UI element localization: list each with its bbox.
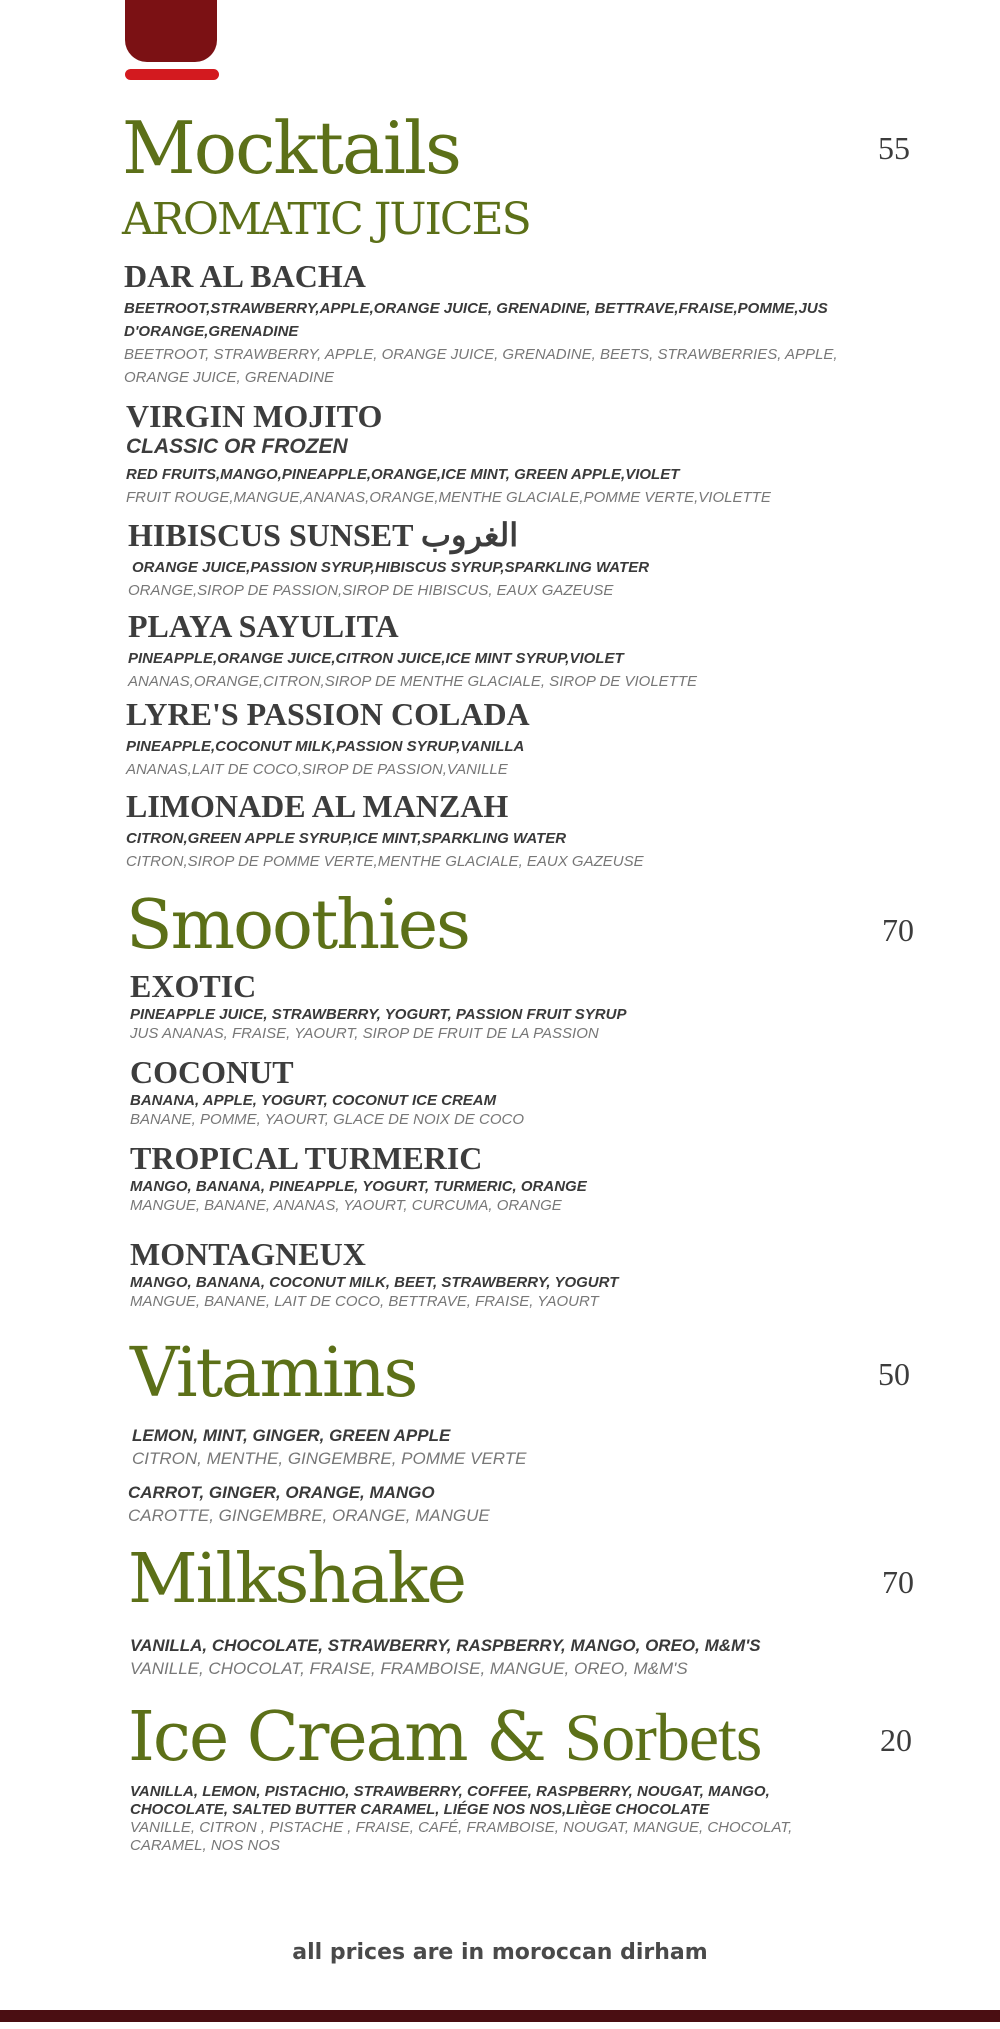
subheading-aromatic-juices: AROMATIC JUICES — [122, 194, 530, 245]
section-title-smoothies: Smoothies — [126, 886, 469, 965]
price-vitamins: 50 — [878, 1356, 910, 1392]
ingredients-en: PINEAPPLE JUICE, STRAWBERRY, YOGURT, PASSION FRUIT SYRUP — [130, 1006, 627, 1023]
item-name: EXOTIC — [130, 968, 257, 1004]
section-title-icecream-part1: Ice Cream & — [128, 1698, 545, 1777]
ingredients-en: PINEAPPLE,COCONUT MILK,PASSION SYRUP,VANILLA — [126, 738, 525, 755]
price-smoothies: 70 — [882, 912, 914, 948]
menu-item — [128, 516, 868, 602]
item-name: COCONUT — [130, 1054, 294, 1090]
ingredients-en: RED FRUITS,MANGO,PINEAPPLE,ORANGE,ICE MINT, GREEN APPLE,VIOLET — [126, 466, 680, 483]
ingredients-en: CARROT, GINGER, ORANGE, MANGO — [128, 1483, 435, 1502]
ingredients-fr: CAROTTE, GINGEMBRE, ORANGE, MANGUE — [128, 1506, 490, 1525]
price-icecream: 20 — [880, 1722, 912, 1758]
ingredients-fr: ANANAS,LAIT DE COCO,SIROP DE PASSION,VANILLE — [126, 761, 508, 778]
price-mocktails: 55 — [878, 130, 910, 166]
menu-item — [130, 1054, 870, 1129]
ingredients-fr: BANANE, POMME, YAOURT, GLACE DE NOIX DE COCO — [130, 1111, 524, 1128]
menu-item — [130, 1236, 870, 1311]
ingredients-en: PINEAPPLE,ORANGE JUICE,CITRON JUICE,ICE MINT SYRUP,VIOLET — [128, 650, 624, 667]
ingredients-fr: MANGUE, BANANE, ANANAS, YAOURT, CURCUMA, ORANGE — [130, 1197, 562, 1214]
ingredients-fr: ORANGE,SIROP DE PASSION,SIROP DE HIBISCUS, EAUX GAZEUSE — [128, 582, 614, 599]
ingredients-fr: ANANAS,ORANGE,CITRON,SIROP DE MENTHE GLACIALE, SIROP DE VIOLETTE — [128, 673, 697, 690]
section-title-milkshake: Milkshake — [128, 1540, 466, 1619]
item-name: VIRGIN MOJITO — [126, 398, 383, 434]
section-title-vitamins: Vitamins — [130, 1334, 417, 1413]
ingredients-en: CITRON,GREEN APPLE SYRUP,ICE MINT,SPARKLING WATER — [126, 830, 567, 847]
ingredients-fr: FRUIT ROUGE,MANGUE,ANANAS,ORANGE,MENTHE GLACIALE,POMME VERTE,VIOLETTE — [126, 489, 771, 506]
ingredients-en: VANILLA, CHOCOLATE, STRAWBERRY, RASPBERRY, MANGO, OREO, M&M'S — [130, 1636, 761, 1655]
price-milkshake: 70 — [882, 1564, 914, 1600]
ingredients-en: MANGO, BANANA, COCONUT MILK, BEET, STRAWBERRY, YOGURT — [130, 1274, 619, 1291]
menu-item — [126, 398, 866, 509]
ingredients-fr: MANGUE, BANANE, LAIT DE COCO, BETTRAVE, FRAISE, YAOURT — [130, 1293, 599, 1310]
ingredients-en: BEETROOT,STRAWBERRY,APPLE,ORANGE JUICE, GRENADINE, BETTRAVE,FRAISE,POMME,JUS D'ORANGE,GRENADINE — [124, 300, 828, 340]
ingredients-fr: CITRON, MENTHE, GINGEMBRE, POMME VERTE — [132, 1449, 527, 1468]
ingredients-fr: BEETROOT, STRAWBERRY, APPLE, ORANGE JUICE, GRENADINE, BEETS, STRAWBERRIES, APPLE, ORANGE JUICE, GRENADINE — [124, 346, 838, 386]
bottom-bar — [0, 2010, 1000, 2022]
ingredients-fr: JUS ANANAS, FRAISE, YAOURT, SIROP DE FRUIT DE LA PASSION — [130, 1025, 599, 1042]
menu-item — [124, 258, 864, 389]
item-name: HIBISCUS SUNSET الغروب — [128, 517, 519, 553]
item-subtitle: CLASSIC OR FROZEN — [126, 435, 348, 458]
menu-item — [126, 788, 866, 873]
vitamin-item — [132, 1424, 872, 1470]
menu-item — [130, 968, 870, 1043]
section-title-icecream — [128, 1698, 761, 1777]
section-title-sorbets: Sorbets — [564, 1699, 762, 1775]
vitamin-item — [128, 1481, 868, 1527]
currency-note: all prices are in moroccan dirham — [292, 1940, 708, 1965]
menu-item — [126, 696, 866, 781]
ingredients-fr: VANILLE, CHOCOLAT, FRAISE, FRAMBOISE, MANGUE, OREO, M&M'S — [130, 1659, 688, 1678]
ingredients-en: VANILLA, LEMON, PISTACHIO, STRAWBERRY, COFFEE, RASPBERRY, NOUGAT, MANGO, CHOCOLATE, SALTED BUTTER CARAMEL, LIÉGE NOS NOS,LIÈGE CHOCOLATE — [130, 1783, 770, 1818]
item-name: TROPICAL TURMERIC — [130, 1140, 483, 1176]
ingredients-fr: CITRON,SIROP DE POMME VERTE,MENTHE GLACIALE, EAUX GAZEUSE — [126, 853, 644, 870]
header-tab-underline — [125, 69, 219, 80]
ingredients-en: MANGO, BANANA, PINEAPPLE, YOGURT, TURMERIC, ORANGE — [130, 1178, 587, 1195]
menu-item — [130, 1140, 870, 1215]
menu-item — [128, 608, 868, 693]
icecream-flavors — [130, 1783, 810, 1855]
ingredients-en: LEMON, MINT, GINGER, GREEN APPLE — [132, 1426, 451, 1445]
item-name: MONTAGNEUX — [130, 1236, 366, 1272]
ingredients-fr: VANILLE, CITRON , PISTACHE , FRAISE, CAFÉ, FRAMBOISE, NOUGAT, MANGUE, CHOCOLAT, CARAMEL, NOS NOS — [130, 1819, 793, 1854]
ingredients-en: BANANA, APPLE, YOGURT, COCONUT ICE CREAM — [130, 1092, 497, 1109]
section-title-mocktails: Mocktails — [122, 106, 460, 190]
item-name: LYRE'S PASSION COLADA — [126, 696, 530, 732]
item-name: PLAYA SAYULITA — [128, 608, 399, 644]
item-name: LIMONADE AL MANZAH — [126, 788, 509, 824]
header-tab-decoration — [125, 0, 217, 62]
milkshake-flavors — [130, 1634, 890, 1680]
item-name: DAR AL BACHA — [124, 258, 366, 294]
ingredients-en: ORANGE JUICE,PASSION SYRUP,HIBISCUS SYRUP,SPARKLING WATER — [132, 559, 650, 576]
